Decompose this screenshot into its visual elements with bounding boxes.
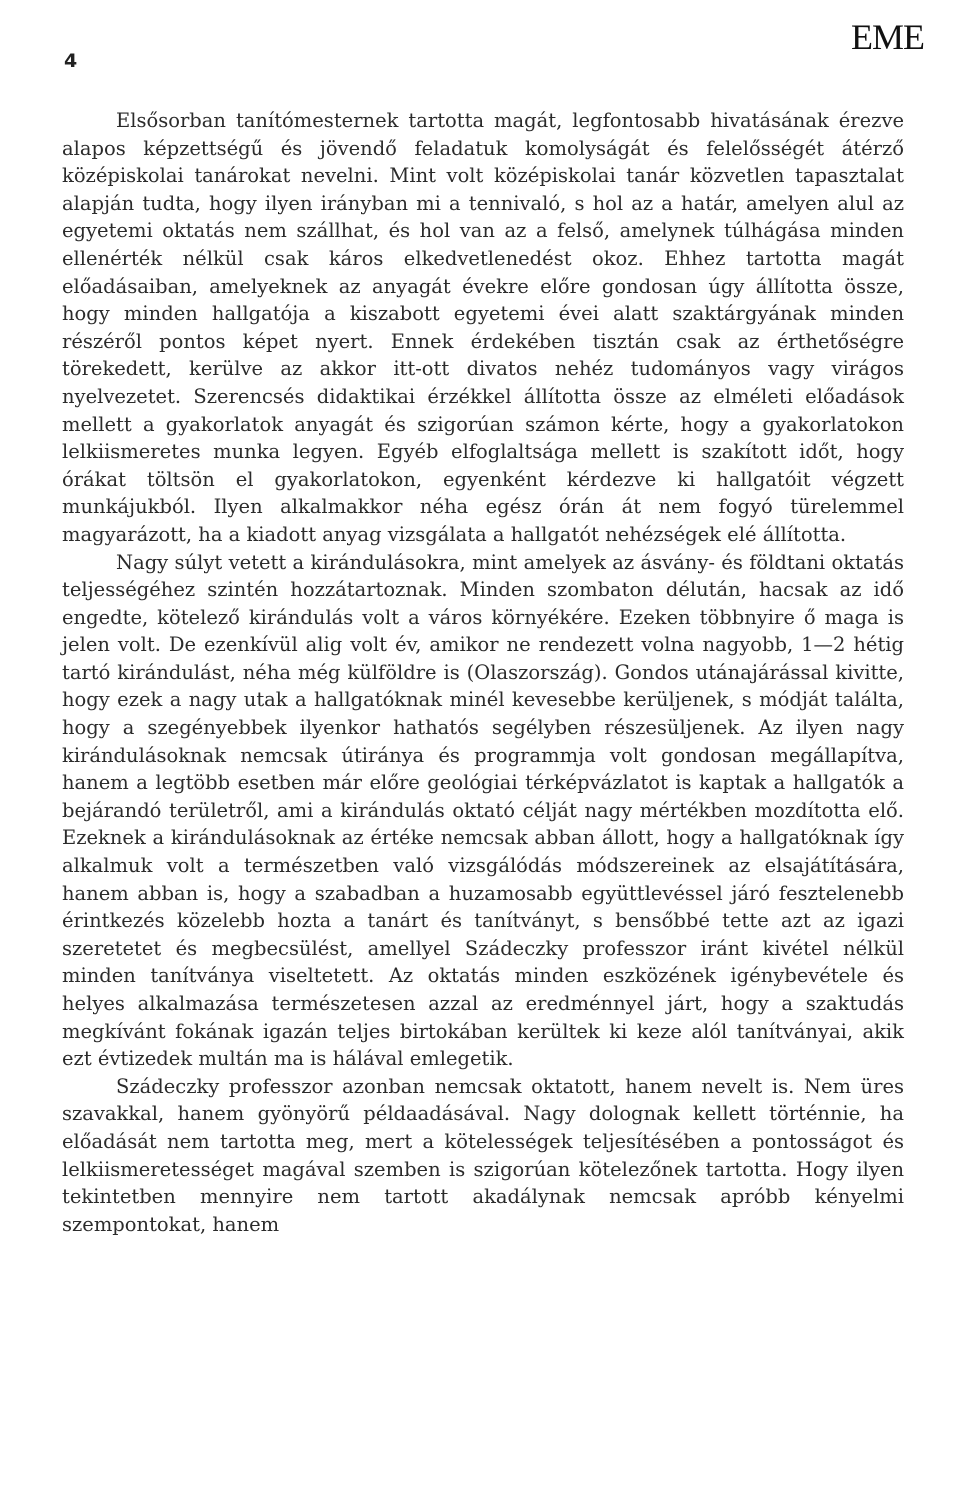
paragraph: Nagy súlyt vetett a kirándulásokra, mint amelyek az ásvány- és földtani oktatás teljességéhez szintén hozzátartoznak. Minden szombaton délután, hacsak az idő engedte, kötelező kirándulás volt a város környékére. Ezeken többnyire ő maga is jelen volt. De ezenkívül alig volt év, amikor ne rendezett volna nagyobb, 1—2 hétig tartó kirándulást, néha még külföldre is (Olaszország). Gondos utánajárással kivitte, hogy ezek a nagy utak a hallgatóknak minél kevesebbe kerüljenek, s módját találta, hogy a szegényebbek ilyenkor hathatós segélyben részesüljenek. Az ilyen nagy kirándulásoknak nemcsak útiránya és programmja volt gondosan megállapítva, hanem a legtöbb esetben már előre geológiai térképvázlatot is kaptak a hallgatók a bejárandó területről, ami a kirándulás oktató célját nagy mértékben mozdította elő. Ezeknek a kirándulásoknak az értéke nemcsak abban állott, hogy a hallgatóknak így alkalmuk volt a természetben való vizsgálódás módszereinek az elsajátítására, hanem abban is, hogy a szabadban a huzamosabb együttlevéssel járó fesztelenebb érintkezés közelebb hozta a tanárt és tanítványt, s bensőbbé tette azt az igazi szeretetet és megbecsülést, amellyel Szádeczky professzor iránt kivétel nélkül minden tanítványa viseltetett. Az oktatás minden eszközének igénybevétele és helyes alkalmazása természetesen azzal az eredménnyel járt, hogy a szaktudás megkívánt fokának igazán teljes birtokában kerültek ki keze alól tanítványai, akik ezt évtizedek multán ma is hálával emlegetik. xyxy=(62,550,904,1071)
page-number: 4 xyxy=(64,50,78,72)
body-text xyxy=(62,107,904,1238)
paragraph: Szádeczky professzor azonban nemcsak oktatott, hanem nevelt is. Nem üres szavakkal, hanem gyönyörű példaadásával. Nagy dolognak kellett történnie, ha előadását nem tartotta meg, mert a kötelességek teljesítésében a pontosságot és lelkiismeretességet magával szemben is szigorúan kötelezőnek tartotta. Hogy ilyen tekintetben mennyire nem tartott akadálynak nemcsak apróbb kényelmi szempontokat, hanem xyxy=(62,1074,904,1236)
eme-logo: EME xyxy=(851,17,924,57)
paragraph: Elsősorban tanítómesternek tartotta magát, legfontosabb hivatásának érezve alapos képzettségű és jövendő feladatuk komolyságát és felelősségét átérző középiskolai tanárokat nevelni. Mint volt középiskolai tanár közvetlen tapasztalat alapján tudta, hogy ilyen irányban mi a tennivaló, s hol az a határ, amelyen alul az egyetemi oktatás nem szállhat, és hol van az a felső, amelynek túlhágása minden ellenérték nélkül csak káros elkedvetlenedést okoz. Ehhez tartotta magát előadásaiban, amelyeknek az anyagát évekre előre gondosan úgy állította össze, hogy minden hallgatója a kiszabott egyetemi évei alatt szaktárgyának minden részéről pontos képet nyert. Ennek érdekében tisztán csak az érthetőségre törekedett, kerülve az akkor itt-ott divatos nehéz tudományos vagy virágos nyelvezetet. Szerencsés didaktikai érzékkel állította össze az elméleti előadások mellett a gyakorlatok anyagát és szigorúan számon kérte, hogy a gyakorlatokon lelkiismeretes munka legyen. Egyéb elfoglaltsága mellett is szakított időt, hogy órákat töltsön el gyakorlatokon, egyenként kérdezve ki hallgatóit végzett munkájukból. Ilyen alkalmakkor néha egész órán át nem fogyó türelemmel magyarázott, ha a kiadott anyag vizsgálata a hallgatót nehézségek elé állította. xyxy=(62,109,904,546)
